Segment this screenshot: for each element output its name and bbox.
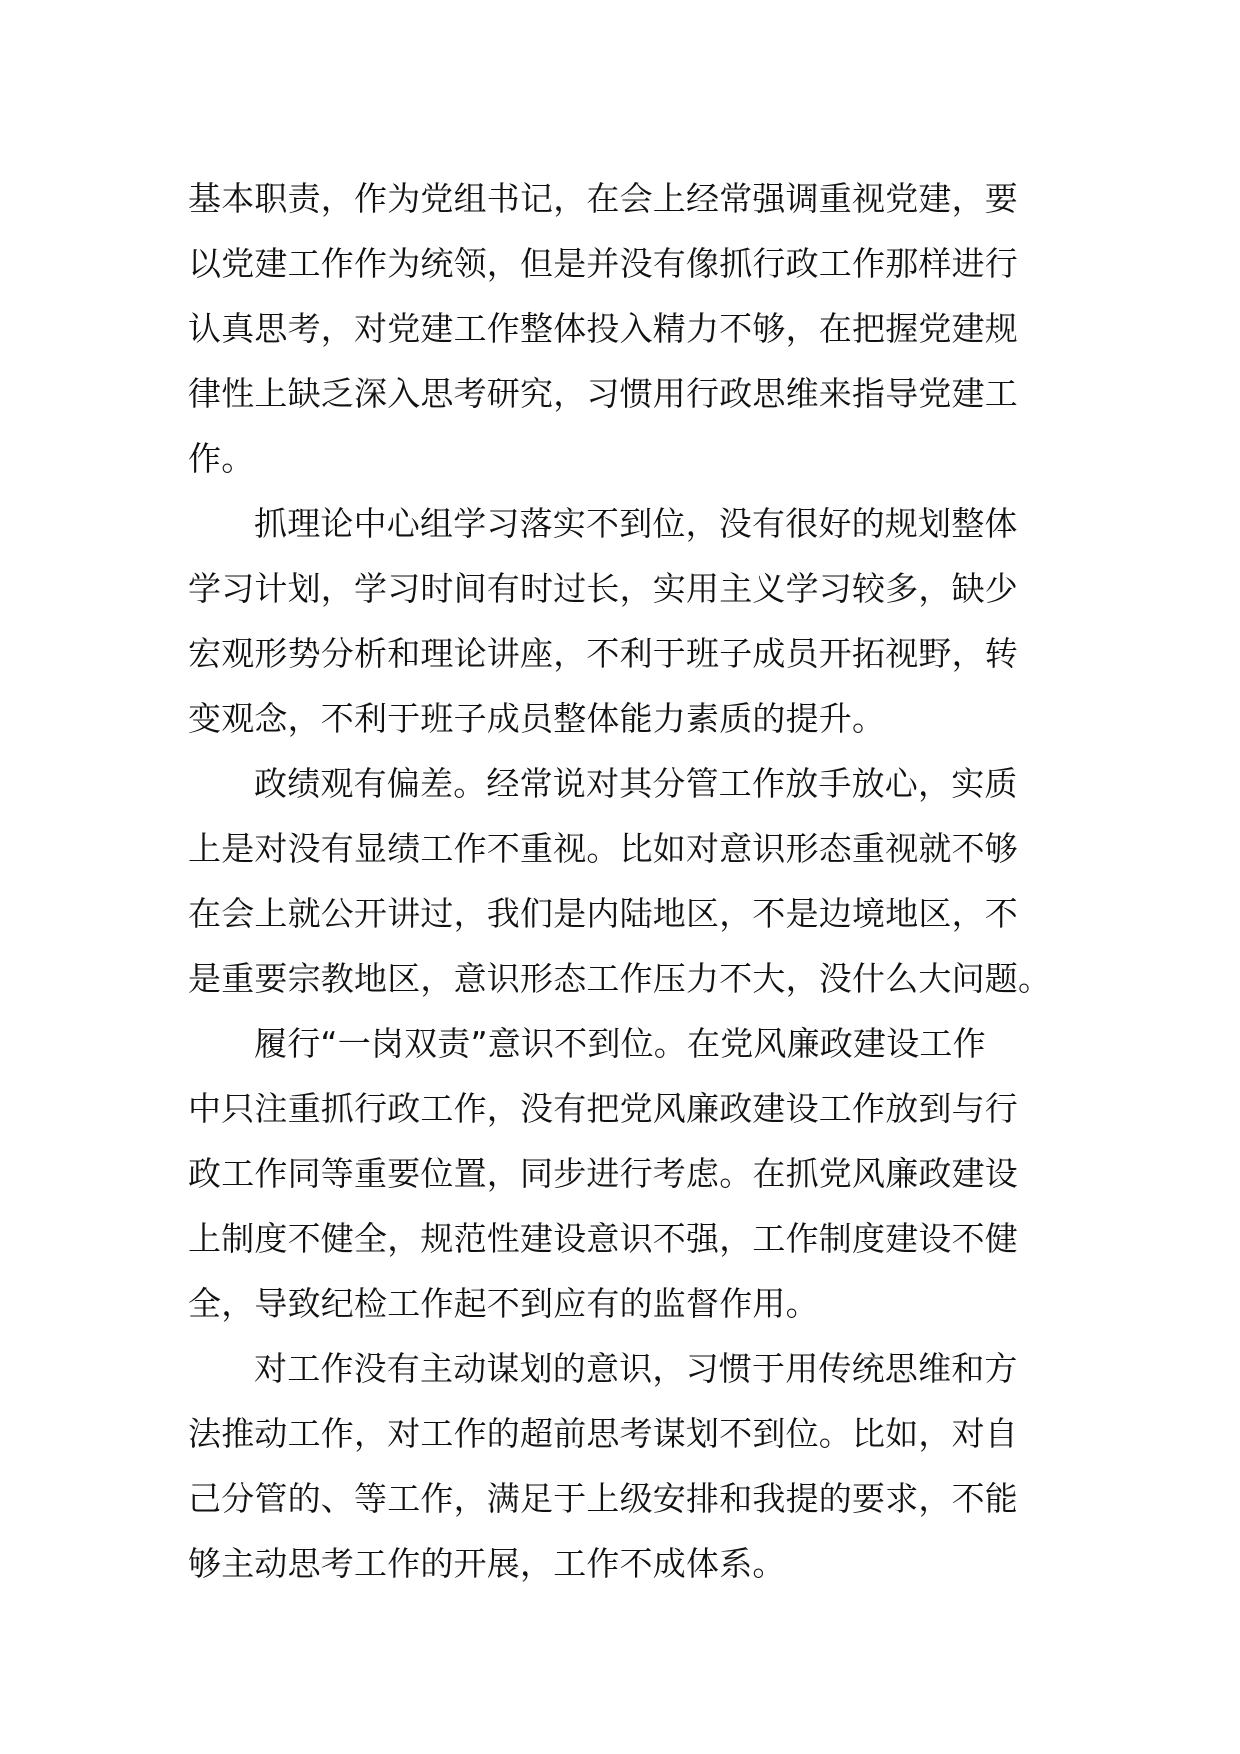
- text-line: 变观念，不利于班子成员整体能力素质的提升。: [188, 699, 886, 738]
- text-line: 基本职责，作为党组书记，在会上经常强调重视党建，要: [188, 179, 1018, 218]
- text-line-indented: 履行“一岗双责”意识不到位。在党风廉政建设工作: [254, 1024, 986, 1063]
- text-line-indented: 抓理论中心组学习落实不到位，没有很好的规划整体: [254, 504, 1018, 543]
- text-line: 律性上缺乏深入思考研究，习惯用行政思维来指导党建工: [188, 374, 1018, 413]
- text-line: 以党建工作作为统领，但是并没有像抓行政工作那样进行: [188, 244, 1018, 283]
- paragraph-1: [188, 166, 1058, 491]
- text-line: 上是对没有显绩工作不重视。比如对意识形态重视就不够: [188, 829, 1018, 868]
- text-line: 全，导致纪检工作起不到应有的监督作用。: [188, 1284, 819, 1323]
- text-line-indented: 对工作没有主动谋划的意识，习惯于用传统思维和方: [254, 1349, 1018, 1388]
- text-line: 作。: [188, 439, 255, 478]
- text-line: 宏观形势分析和理论讲座，不利于班子成员开拓视野，转: [188, 634, 1018, 673]
- text-line-indented: 政绩观有偏差。经常说对其分管工作放手放心，实质: [254, 764, 1018, 803]
- text-line: 法推动工作，对工作的超前思考谋划不到位。比如，对自: [188, 1414, 1018, 1453]
- text-line: 政工作同等重要位置，同步进行考虑。在抓党风廉政建设: [188, 1154, 1018, 1193]
- paragraph-2: [188, 491, 1058, 751]
- text-line: 认真思考，对党建工作整体投入精力不够，在把握党建规: [188, 309, 1018, 348]
- text-line: 在会上就公开讲过，我们是内陆地区，不是边境地区，不: [188, 894, 1018, 933]
- text-line: 上制度不健全，规范性建设意识不强，工作制度建设不健: [188, 1219, 1018, 1258]
- text-line: 中只注重抓行政工作，没有把党风廉政建设工作放到与行: [188, 1089, 1018, 1128]
- text-line: 是重要宗教地区，意识形态工作压力不大，没什么大问题。: [188, 959, 1052, 998]
- text-line: 够主动思考工作的开展，工作不成体系。: [188, 1544, 786, 1583]
- text-line: 己分管的、等工作，满足于上级安排和我提的要求，不能: [188, 1479, 1018, 1518]
- text-line: 学习计划，学习时间有时过长，实用主义学习较多，缺少: [188, 569, 1018, 608]
- paragraph-4: [188, 1011, 1058, 1336]
- paragraph-3: [188, 751, 1058, 1011]
- paragraph-5: [188, 1336, 1058, 1596]
- document-body: [188, 166, 1058, 1596]
